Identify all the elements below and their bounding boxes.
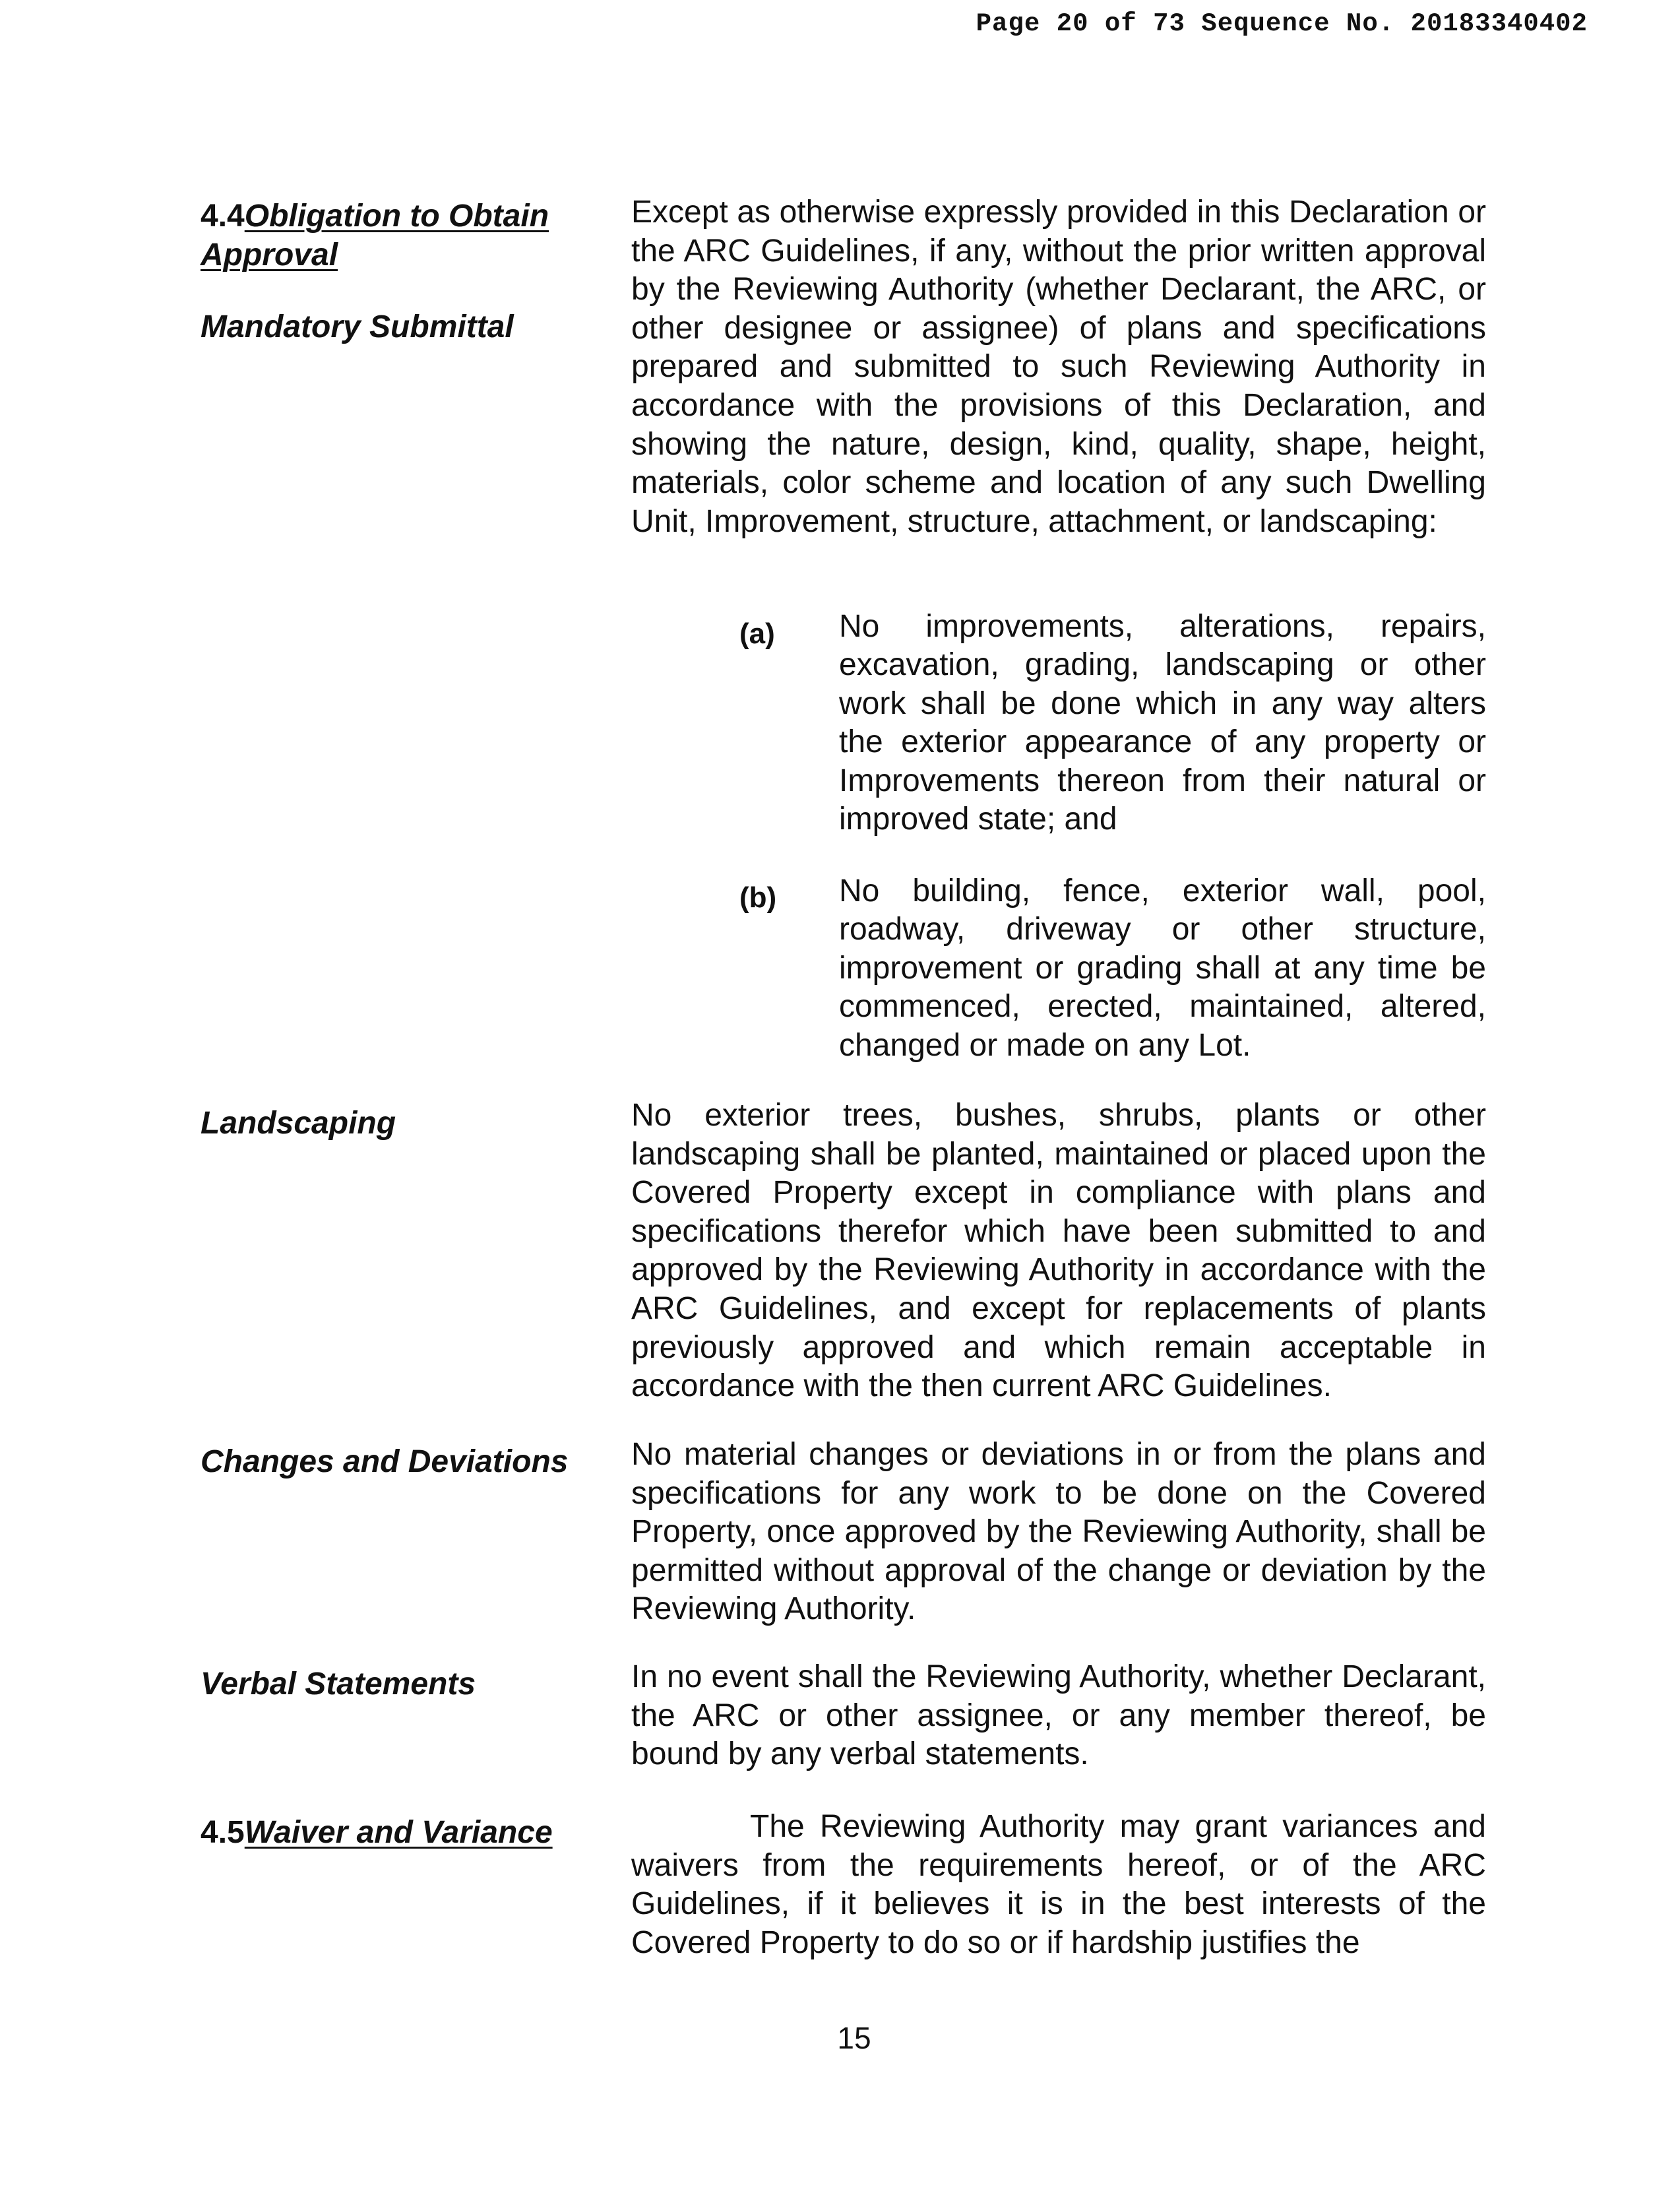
verbal-statements-heading: Verbal Statements	[201, 1667, 476, 1702]
page-number: 15	[837, 2021, 871, 2055]
changes-deviations-paragraph: No material changes or deviations in or from the plans and specifications for any work to be done on the Covered Property, once approved by the Reviewing Authority, shall be permitted without approval of the change or deviation by the Reviewing Authority.	[631, 1437, 1486, 1627]
section-4-5-paragraph	[631, 1808, 1486, 1962]
section-4-5-number: 4.5	[201, 1815, 245, 1850]
section-4-4-title-line2: Approval	[201, 238, 338, 272]
item-b-label: (b)	[739, 881, 777, 914]
section-4-5-heading	[201, 1813, 553, 1852]
item-b-text: No building, fence, exterior wall, pool, roadway, driveway or other structure, improvement or grading shall at any time be commenced, erected, maintained, altered, changed or made on any Lot.	[839, 874, 1486, 1063]
section-4-4-heading	[201, 197, 549, 274]
section-4-5-title: Waiver and Variance	[244, 1815, 553, 1850]
sequence-number-label: Sequence No. 20183340402	[1201, 9, 1588, 38]
section-4-5-text: The Reviewing Authority may grant variances and waivers from the requirements hereof, or of the ARC Guidelines, if it believes it is in the best interests of the Covered Property to do so or if hardship justifies the	[631, 1809, 1486, 1960]
verbal-statements-paragraph: In no event shall the Reviewing Authority, whether Declarant, the ARC or other assignee, or any member thereof, be bound by any verbal statements.	[631, 1659, 1486, 1772]
landscaping-paragraph: No exterior trees, bushes, shrubs, plants or other landscaping shall be planted, maintained or placed upon the Covered Property except in compliance with plans and specifications therefor which have been submitted to and approved by the Reviewing Authority in accordance with the ARC Guidelines, and except for replacements of plants previously approved and which remain acceptable in accordance with the then current ARC Guidelines.	[631, 1098, 1486, 1404]
section-4-4-intro-paragraph: Except as otherwise expressly provided in this Declaration or the ARC Guidelines, if any, without the prior written approval by the Reviewing Authority (whether Declarant, the ARC, or other designee or assignee) of plans and specifications prepared and submitted to such Reviewing Authority in accordance with the provisions of this Declaration, and showing the nature, design, kind, quality, shape, height, materials, color scheme and location of any such Dwelling Unit, Improvement, structure, attachment, or landscaping:	[631, 195, 1486, 539]
page-header	[976, 9, 1588, 38]
item-a-label: (a)	[739, 618, 775, 650]
landscaping-heading: Landscaping	[201, 1106, 396, 1141]
page-count-label: Page 20 of 73	[976, 9, 1185, 38]
changes-deviations-heading: Changes and Deviations	[201, 1444, 569, 1479]
item-a-text: No improvements, alterations, repairs, excavation, grading, landscaping or other work shall be done which in any way alters the exterior appearance of any property or Improvements thereon from their natural or improved state; and	[839, 609, 1486, 837]
section-4-4-number: 4.4	[201, 199, 245, 234]
section-4-4-title-line1: Obligation to Obtain	[244, 199, 549, 234]
mandatory-submittal-heading: Mandatory Submittal	[201, 309, 514, 344]
